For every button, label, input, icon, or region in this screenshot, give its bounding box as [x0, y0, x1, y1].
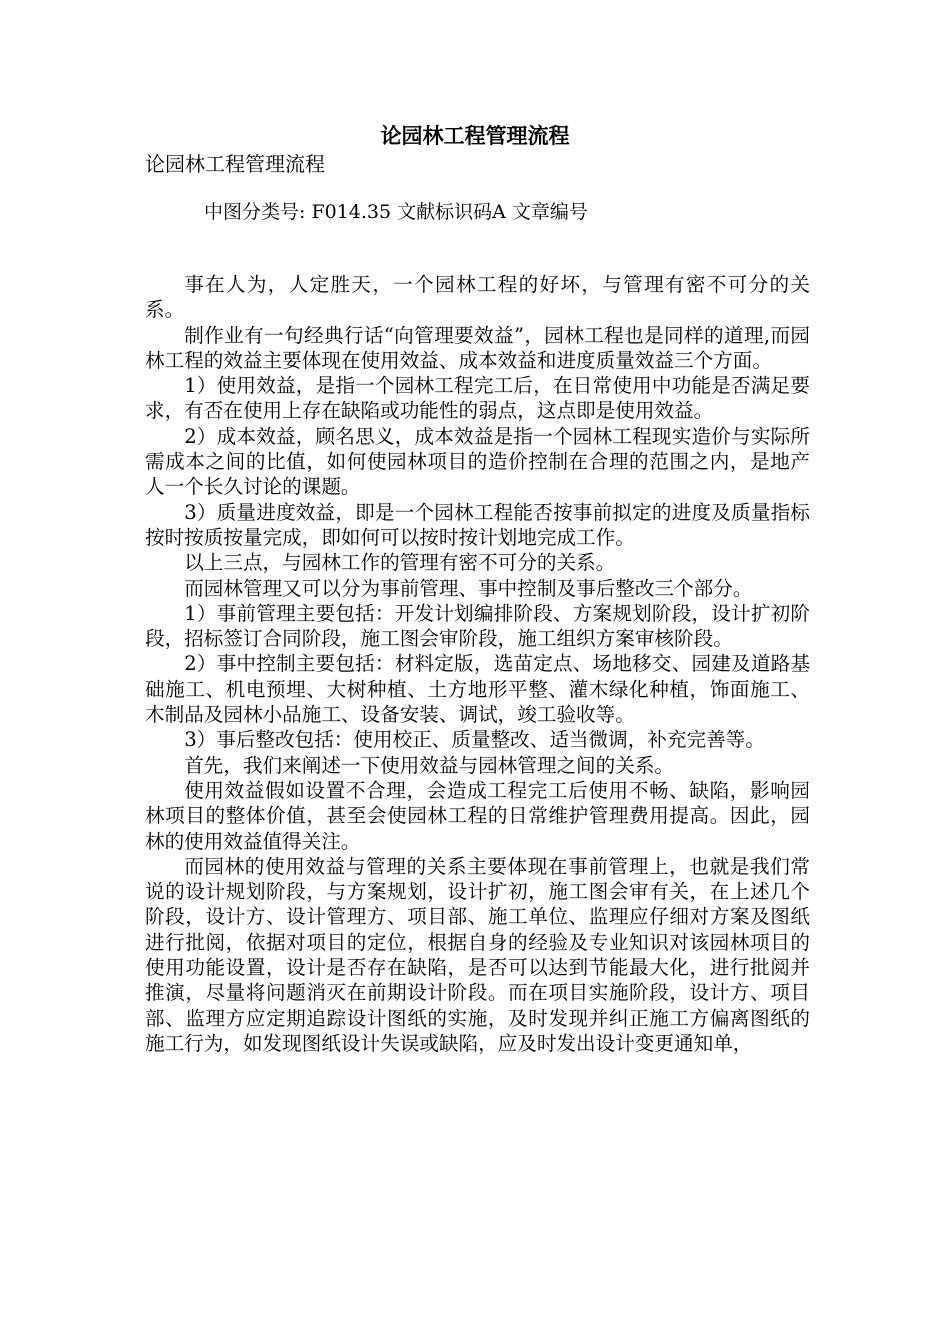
paragraph: 使用效益假如设置不合理，会造成工程完工后使用不畅、缺陷，影响园林项目的整体价值，甚至会使园林工程的日常维护管理费用提高。因此，园林的使用效益值得关注。 — [145, 778, 810, 853]
paragraph: 1）事前管理主要包括：开发计划编排阶段、方案规划阶段，设计扩初阶段，招标签订合同阶段，施工图会审阶段，施工组织方案审核阶段。 — [145, 601, 810, 651]
document-subtitle: 论园林工程管理流程 — [145, 152, 325, 176]
paragraph: 事在人为，人定胜天，一个园林工程的好坏，与管理有密不可分的关系。 — [145, 273, 810, 322]
paragraph: 2）成本效益，顾名思义，成本效益是指一个园林工程现实造价与实际所需成本之间的比值，如何使园林项目的造价控制在合理的范围之内，是地产人一个长久讨论的课题。 — [145, 424, 810, 499]
paragraph: 3）质量进度效益，即是一个园林工程能否按事前拟定的进度及质量指标按时按质按量完成，即如何可以按时按计划地完成工作。 — [145, 500, 810, 549]
paragraph: 制作业有一句经典行话“向管理要效益”，园林工程也是同样的道理,而园林工程的效益主要体现在使用效益、成本效益和进度质量效益三个方面。 — [145, 323, 810, 372]
paragraph: 而园林的使用效益与管理的关系主要体现在事前管理上，也就是我们常说的设计规划阶段，与方案规划，设计扩初，施工图会审有关，在上述几个阶段，设计方、设计管理方、项目部、施工单位、监理应仔细对方案及图纸进行批阅，依据对项目的定位，根据自身的经验及专业知识对该园林项目的使用功能设置，设计是否存在缺陷，是否可以达到节能最大化，进行批阅并推演，尽量将问题消灭在前期设计阶段。而在项目实施阶段，设计方、项目部、监理方应定期追踪设计图纸的实施，及时发现并纠正施工方偏离图纸的施工行为，如发现图纸设计失误或缺陷，应及时发出设计变更通知单， — [145, 854, 810, 1055]
paragraph: 而园林管理又可以分为事前管理、事中控制及事后整改三个部分。 — [184, 576, 753, 600]
paragraph: 以上三点，与园林工作的管理有密不可分的关系。 — [184, 551, 616, 575]
document-title: 论园林工程管理流程 — [380, 124, 570, 148]
paragraph: 1）使用效益，是指一个园林工程完工后，在日常使用中功能是否满足要求，有否在使用上存在缺陷或功能性的弱点，这点即是使用效益。 — [145, 374, 810, 423]
paragraph: 首先，我们来阐述一下使用效益与园林管理之间的关系。 — [184, 753, 675, 777]
classification-line: 中图分类号: F014.35 文献标识码A 文章编号 — [204, 201, 588, 223]
paragraph: 2）事中控制主要包括：材料定版，选苗定点、场地移交、园建及道路基础施工、机电预埋、大树种植、土方地形平整、灌木绿化种植，饰面施工、木制品及园林小品施工、设备安装、调试，竣工验收等。 — [145, 652, 810, 727]
paragraph: 3）事后整改包括：使用校正、质量整改、适当微调，补充完善等。 — [184, 728, 765, 752]
document-body — [145, 272, 810, 1056]
